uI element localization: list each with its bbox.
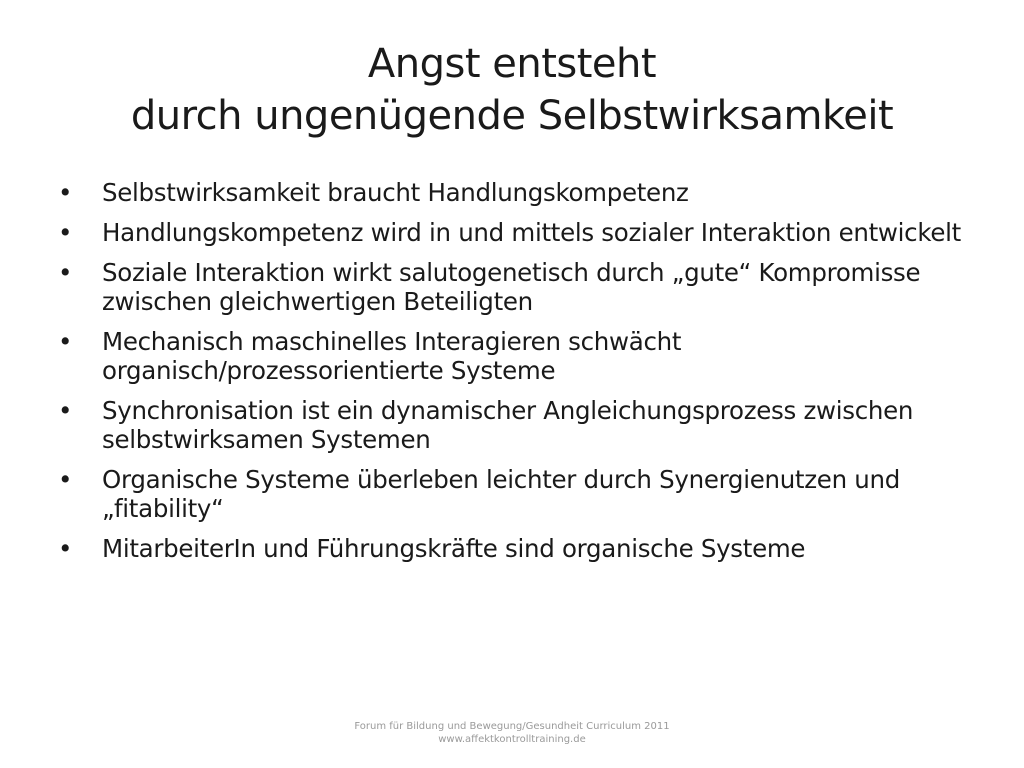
bullet-icon: • (58, 218, 73, 247)
bullet-text: Selbstwirksamkeit braucht Handlungskompetenz (102, 178, 689, 207)
bullet-text: Mechanisch maschinelles Interagieren schwächt organisch/prozessorientierte Systeme (102, 327, 682, 385)
slide-title-line-1: Angst entsteht (367, 41, 657, 87)
bullet-icon: • (58, 178, 73, 207)
slide-title (40, 38, 984, 142)
bullet-icon: • (58, 327, 73, 356)
bullet-list (58, 178, 978, 574)
footer-line-2: www.affektkontrolltraining.de (438, 734, 586, 745)
bullet-text: Organische Systeme überleben leichter durch Synergienutzen und „fitability“ (102, 465, 900, 523)
bullet-item (58, 465, 978, 523)
bullet-text: Soziale Interaktion wirkt salutogenetisch durch „gute“ Kompromisse zwischen gleichwertigen Beteiligten (102, 258, 921, 316)
bullet-icon: • (58, 258, 73, 287)
slide-footer (312, 720, 712, 746)
bullet-item (58, 396, 978, 454)
footer-line-1: Forum für Bildung und Bewegung/Gesundheit Curriculum 2011 (354, 721, 670, 732)
bullet-item (58, 218, 978, 247)
bullet-text: Handlungskompetenz wird in und mittels sozialer Interaktion entwickelt (102, 218, 961, 247)
bullet-item (58, 178, 978, 207)
slide-title-line-2: durch ungenügende Selbstwirksamkeit (130, 93, 894, 139)
bullet-item (58, 327, 978, 385)
bullet-item (58, 258, 978, 316)
bullet-text: Synchronisation ist ein dynamischer Angleichungsprozess zwischen selbstwirksamen Systemen (102, 396, 914, 454)
bullet-text: MitarbeiterIn und Führungskräfte sind organische Systeme (102, 534, 806, 563)
bullet-item (58, 534, 978, 563)
bullet-icon: • (58, 534, 73, 563)
bullet-icon: • (58, 396, 73, 425)
bullet-icon: • (58, 465, 73, 494)
